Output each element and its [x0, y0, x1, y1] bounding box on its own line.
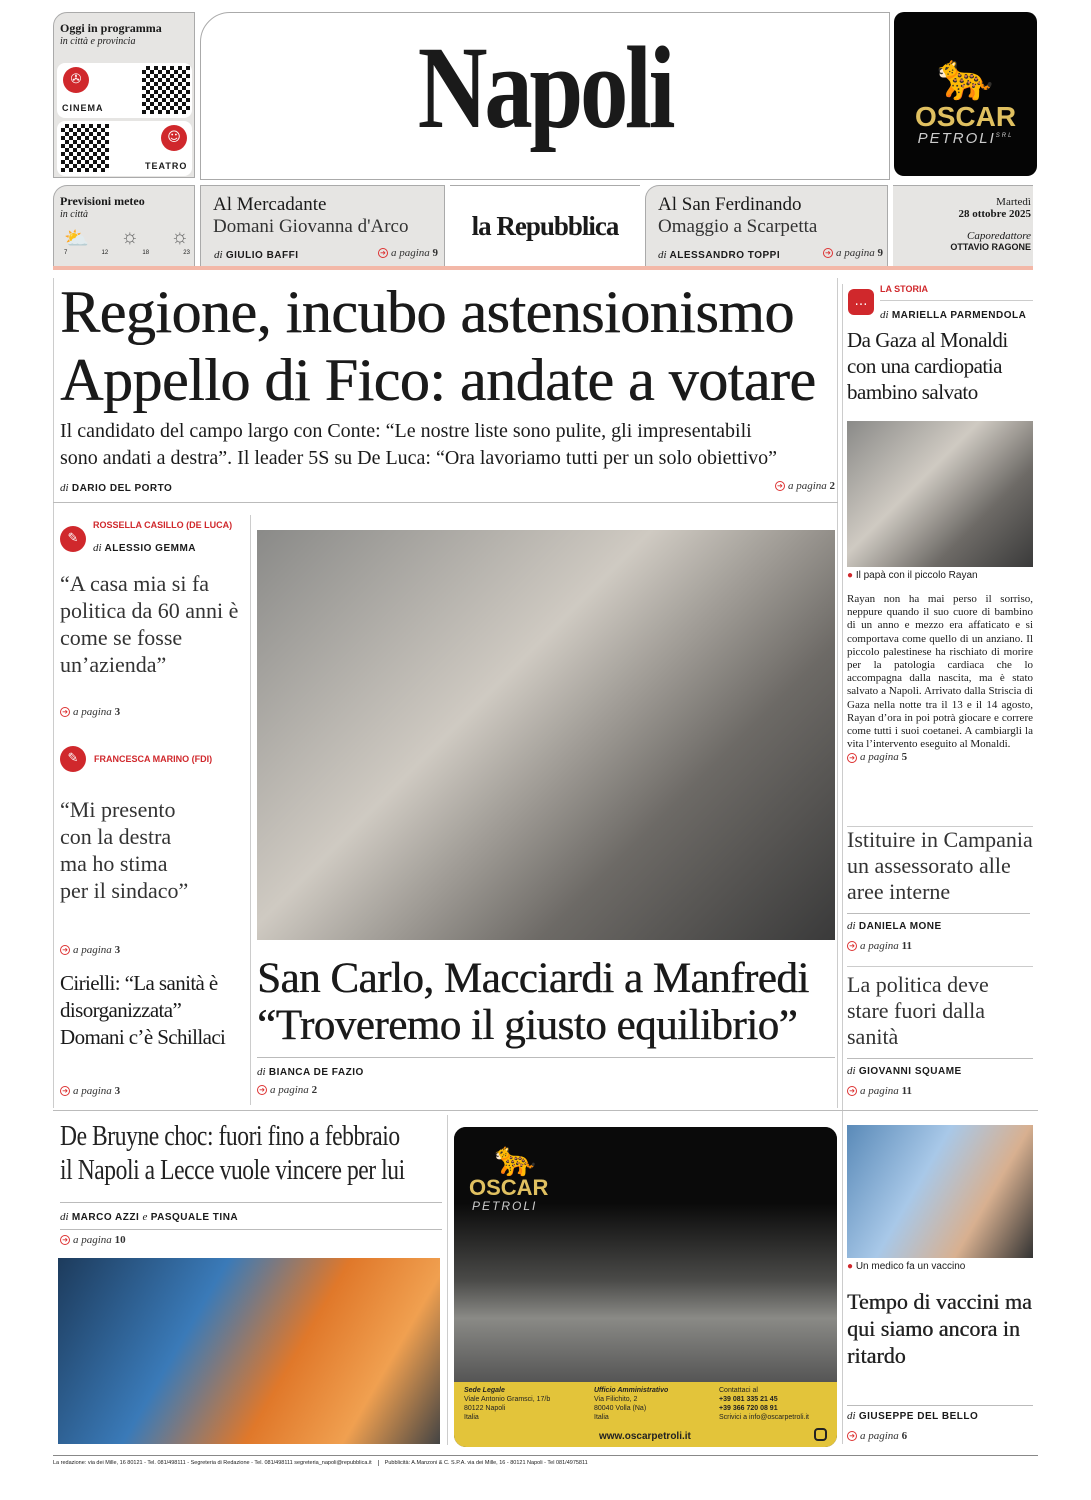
main-photo [257, 530, 835, 940]
author: ALESSANDRO TOPPI [669, 250, 781, 261]
quote-text: “A casa mia si fa politica da 60 anni è come se fosse un’azienda” [60, 571, 239, 677]
quote-label: ROSSELLA CASILLO (DE LUCA) [93, 520, 233, 530]
page-number: 3 [114, 1085, 121, 1097]
hour-label: 18 [142, 250, 150, 256]
section-label: LA STORIA [880, 284, 1033, 301]
arrow-icon: ➜ [847, 753, 857, 763]
vaccini-article[interactable] [847, 1125, 1033, 1442]
theater-mask-icon: ☺ [161, 125, 187, 151]
debruyne-headline-1: De Bruyne choc: fuori fino a febbraio [60, 1121, 400, 1152]
debruyne-photo [58, 1258, 440, 1444]
divider [847, 1405, 1033, 1406]
page-prefix: a pagina [835, 247, 875, 259]
divider [847, 1058, 1033, 1059]
ad-sub: PETROLI [917, 130, 996, 147]
ad-text: Contattaci al [719, 1387, 758, 1394]
quote-label: FRANCESCA MARINO (FDI) [94, 754, 213, 764]
hour-label: 12 [101, 250, 109, 256]
by-prefix: di [60, 482, 69, 494]
ad-website[interactable]: www.oscarpetroli.it [599, 1431, 691, 1442]
ad-text: Italia [594, 1414, 609, 1421]
arrow-icon: ➜ [60, 1235, 70, 1245]
vaccino-photo [847, 1125, 1033, 1258]
page-number: 3 [114, 706, 121, 718]
oscar-petroli-ad[interactable] [454, 1127, 837, 1447]
by-prefix: di [257, 1066, 266, 1078]
ad-srl: SRL [995, 133, 1014, 139]
by-prefix: di [214, 249, 223, 261]
masthead-title: Napoli [417, 22, 673, 153]
sancarlo-headline-1: San Carlo, Macciardi a Manfredi [257, 955, 809, 1002]
ad-text: Viale Antonio Gramsci, 17/b [464, 1396, 551, 1403]
cinema-label: CINEMA [62, 103, 104, 113]
divider [53, 502, 838, 503]
date-box [893, 185, 1033, 266]
programma-subtitle: in città e provincia [60, 36, 136, 47]
by-prefix: di [847, 1410, 856, 1422]
chat-icon: ✎ [60, 526, 86, 552]
page-number: 6 [901, 1430, 908, 1442]
author: MARCO AZZI [71, 1212, 140, 1223]
cinema-link[interactable] [57, 63, 192, 118]
sancarlo-headline-2: “Troveremo il giusto equilibrio” [257, 1002, 798, 1049]
ad-text: Ufficio Amministrativo [594, 1387, 669, 1394]
weekday: Martedì [996, 196, 1031, 208]
storia-photo [847, 421, 1033, 567]
page-prefix: a pagina [270, 1084, 309, 1096]
qr-code-icon[interactable] [142, 66, 190, 114]
divider [257, 1057, 835, 1058]
film-icon: ✇ [63, 67, 89, 93]
ad-text: 80040 Volla (Na) [594, 1405, 647, 1412]
assessorato-headline: Istituire in Campania un assessorato alle aree interne [847, 827, 1033, 904]
arrow-icon: ➜ [378, 248, 388, 258]
page-number: 5 [901, 751, 908, 764]
arrow-icon: ➜ [847, 941, 857, 951]
cirielli-headline: Cirielli: “La sanità è disorganizzata” Domani c’è Schillaci [60, 971, 226, 1049]
instagram-icon[interactable] [814, 1428, 827, 1441]
meteo-box [53, 185, 195, 266]
page-prefix: a pagina [73, 1085, 112, 1097]
page-number: 9 [877, 247, 883, 259]
page-prefix: a pagina [73, 1234, 112, 1246]
teaser-subtitle: Domani Giovanna d'Arco [213, 216, 409, 237]
arrow-icon: ➜ [847, 1086, 857, 1096]
ad-phone: +39 366 720 08 91 [719, 1405, 778, 1412]
arrow-icon: ➜ [775, 481, 785, 491]
storia-article[interactable] [847, 284, 1033, 763]
page-prefix: a pagina [787, 480, 827, 492]
page-number: 2 [311, 1084, 318, 1096]
teatro-label: TEATRO [145, 161, 188, 171]
chat-icon: ✎ [60, 746, 86, 772]
top-ad[interactable] [894, 12, 1037, 176]
conjunction: e [142, 1211, 148, 1223]
storia-headline: Da Gaza al Monaldi con una cardiopatia bambino salvato [847, 328, 1008, 404]
masthead [200, 12, 890, 180]
repubblica-logo: la Repubblica [450, 185, 640, 266]
programma-box [53, 12, 195, 178]
ad-text: Via Filichito, 2 [594, 1396, 638, 1403]
by-prefix: di [60, 1211, 69, 1223]
page-number: 2 [829, 480, 835, 492]
cirielli-article[interactable] [60, 970, 247, 1097]
divider [60, 1229, 442, 1230]
divider [53, 1110, 1038, 1111]
arrow-icon: ➜ [847, 1431, 857, 1441]
author: GIUSEPPE DEL BELLO [858, 1411, 979, 1422]
quote-text: “Mi presento con la destra ma ho stima per il sindaco” [60, 797, 189, 903]
page-number: 9 [432, 247, 438, 259]
footer-redazione: La redazione: via dei Mille, 16 80121 - Tel. 081/498111 - Segreteria di Redazione - Tel. 081/498111 segreteria_napoli@repubblica.it [53, 1460, 372, 1466]
debruyne-article[interactable] [60, 1120, 442, 1246]
bullet-icon: ● [847, 570, 854, 581]
page-number: 3 [114, 944, 121, 956]
quote-marino[interactable] [60, 746, 247, 956]
editor-role: Caporedattore [967, 230, 1031, 242]
date: 28 ottobre 2025 [958, 208, 1031, 220]
divider [842, 284, 843, 1444]
lead-headline-1: Regione, incubo astensionismo [60, 279, 794, 345]
author: GIOVANNI SQUAME [858, 1066, 962, 1077]
hour-label: 23 [183, 250, 190, 256]
teaser-title: Al San Ferdinando [658, 194, 802, 215]
qr-code-icon[interactable] [61, 124, 109, 172]
author: PASQUALE TINA [150, 1212, 239, 1223]
page-prefix: a pagina [860, 1430, 899, 1442]
teaser-subtitle: Omaggio a Scarpetta [658, 216, 818, 237]
vaccini-headline: Tempo di vaccini ma qui siamo ancora in ritardo [847, 1289, 1032, 1368]
arrow-icon: ➜ [60, 945, 70, 955]
photo-caption: Il papà con il piccolo Rayan [855, 570, 978, 581]
divider [447, 1115, 448, 1445]
teatro-link[interactable] [57, 121, 192, 176]
page-number: 11 [901, 1085, 912, 1097]
ad-phone: +39 081 335 21 45 [719, 1396, 778, 1403]
meteo-title: Previsioni meteo [60, 194, 145, 208]
page-prefix: a pagina [860, 751, 899, 764]
page-prefix: a pagina [73, 944, 112, 956]
storia-body: Rayan non ha mai perso il sorriso, neppure quando il suo cuore di bambino di un anno e mezzo era affaticato e si comportava come quello di un anziano. Il piccolo palestinese ha rischiato di morire per la patologia cardiaca che lo accompagna dalla nascita, ma è stato salvato a Napoli. Arrivato dalla Striscia di Gaza nella notte tra il 13 e il 14 agosto, Rayan d’ora in poi potrà giocare e correre come tutti i suoi coetanei. A cambiargli la vita l’intervento eseguito al Monaldi. [847, 593, 1033, 751]
politica-article[interactable] [847, 966, 1033, 1097]
author: GIULIO BAFFI [225, 250, 299, 261]
divider [847, 913, 1030, 914]
editor-name: OTTAVIO RAGONE [950, 242, 1031, 252]
leaping-cat-icon: 🐆 [936, 51, 995, 102]
photo-caption: Un medico fa un vaccino [855, 1261, 966, 1272]
page-prefix: a pagina [860, 940, 899, 952]
sun-icon: ☼ [120, 226, 139, 248]
by-prefix: di [658, 249, 667, 261]
ad-text: Sede Legale [464, 1387, 505, 1394]
page-prefix: a pagina [390, 247, 430, 259]
arrow-icon: ➜ [60, 707, 70, 717]
ad-email[interactable]: Scrivici a info@oscarpetroli.it [719, 1414, 809, 1421]
lead-headline-2: Appello di Fico: andate a votare [60, 347, 816, 413]
lead-summary: Il candidato del campo largo con Conte: “Le nostre liste sono pulite, gli impresentabili sono andati a destra”. Il leader 5S su De Luca: “Ora lavoriamo tutti per un solo obiettivo” [60, 420, 778, 469]
footer-pubblicita: Pubblicità: A.Manzoni & C. S.P.A. via dei Mille, 16 - 80121 Napoli - Tel 081/4975811 [378, 1460, 588, 1466]
arrow-icon: ➜ [60, 1086, 70, 1096]
divider [53, 1455, 1038, 1456]
page-prefix: a pagina [860, 1085, 899, 1097]
by-prefix: di [93, 542, 102, 554]
by-prefix: di [847, 920, 856, 932]
chat-icon: … [848, 289, 874, 315]
leaping-cat-icon: 🐆 [494, 1141, 537, 1178]
author: DANIELA MONE [858, 921, 942, 932]
hour-label: 7 [64, 250, 68, 256]
ad-text: Italia [464, 1414, 479, 1421]
assessorato-article[interactable] [847, 826, 1033, 952]
page-number: 10 [114, 1234, 126, 1246]
politica-headline: La politica deve stare fuori dalla sanità [847, 972, 989, 1049]
author: ALESSIO GEMMA [104, 543, 196, 554]
divider [60, 1202, 442, 1203]
teaser-san-ferdinando[interactable] [645, 185, 888, 266]
teaser-mercadante[interactable] [200, 185, 445, 266]
by-prefix: di [847, 1065, 856, 1077]
ad-sub: PETROLI [472, 1199, 538, 1213]
arrow-icon: ➜ [257, 1085, 267, 1095]
quote-casillo[interactable] [60, 520, 247, 718]
by-prefix: di [880, 309, 889, 321]
programma-title: Oggi in programma [60, 21, 162, 35]
debruyne-headline-2: il Napoli a Lecce vuole vincere per lui [60, 1155, 405, 1186]
lead-article[interactable] [60, 278, 835, 494]
footer [53, 1460, 588, 1466]
divider [250, 515, 251, 1105]
page-number: 11 [901, 940, 912, 952]
author: BIANCA DE FAZIO [268, 1067, 364, 1078]
author: DARIO DEL PORTO [71, 483, 173, 494]
teaser-title: Al Mercadante [213, 194, 327, 215]
ad-brand: OSCAR [469, 1175, 549, 1200]
arrow-icon: ➜ [823, 248, 833, 258]
sun-icon: ☼ [170, 226, 189, 248]
meteo-subtitle: in città [60, 209, 89, 220]
ad-brand: OSCAR [914, 101, 1017, 132]
bullet-icon: ● [847, 1261, 854, 1272]
sancarlo-article[interactable] [257, 955, 835, 1096]
page-prefix: a pagina [73, 706, 112, 718]
ad-text: 80122 Napoli [464, 1405, 506, 1412]
author: MARIELLA PARMENDOLA [891, 310, 1027, 321]
partly-cloudy-icon: ⛅ [64, 228, 89, 250]
